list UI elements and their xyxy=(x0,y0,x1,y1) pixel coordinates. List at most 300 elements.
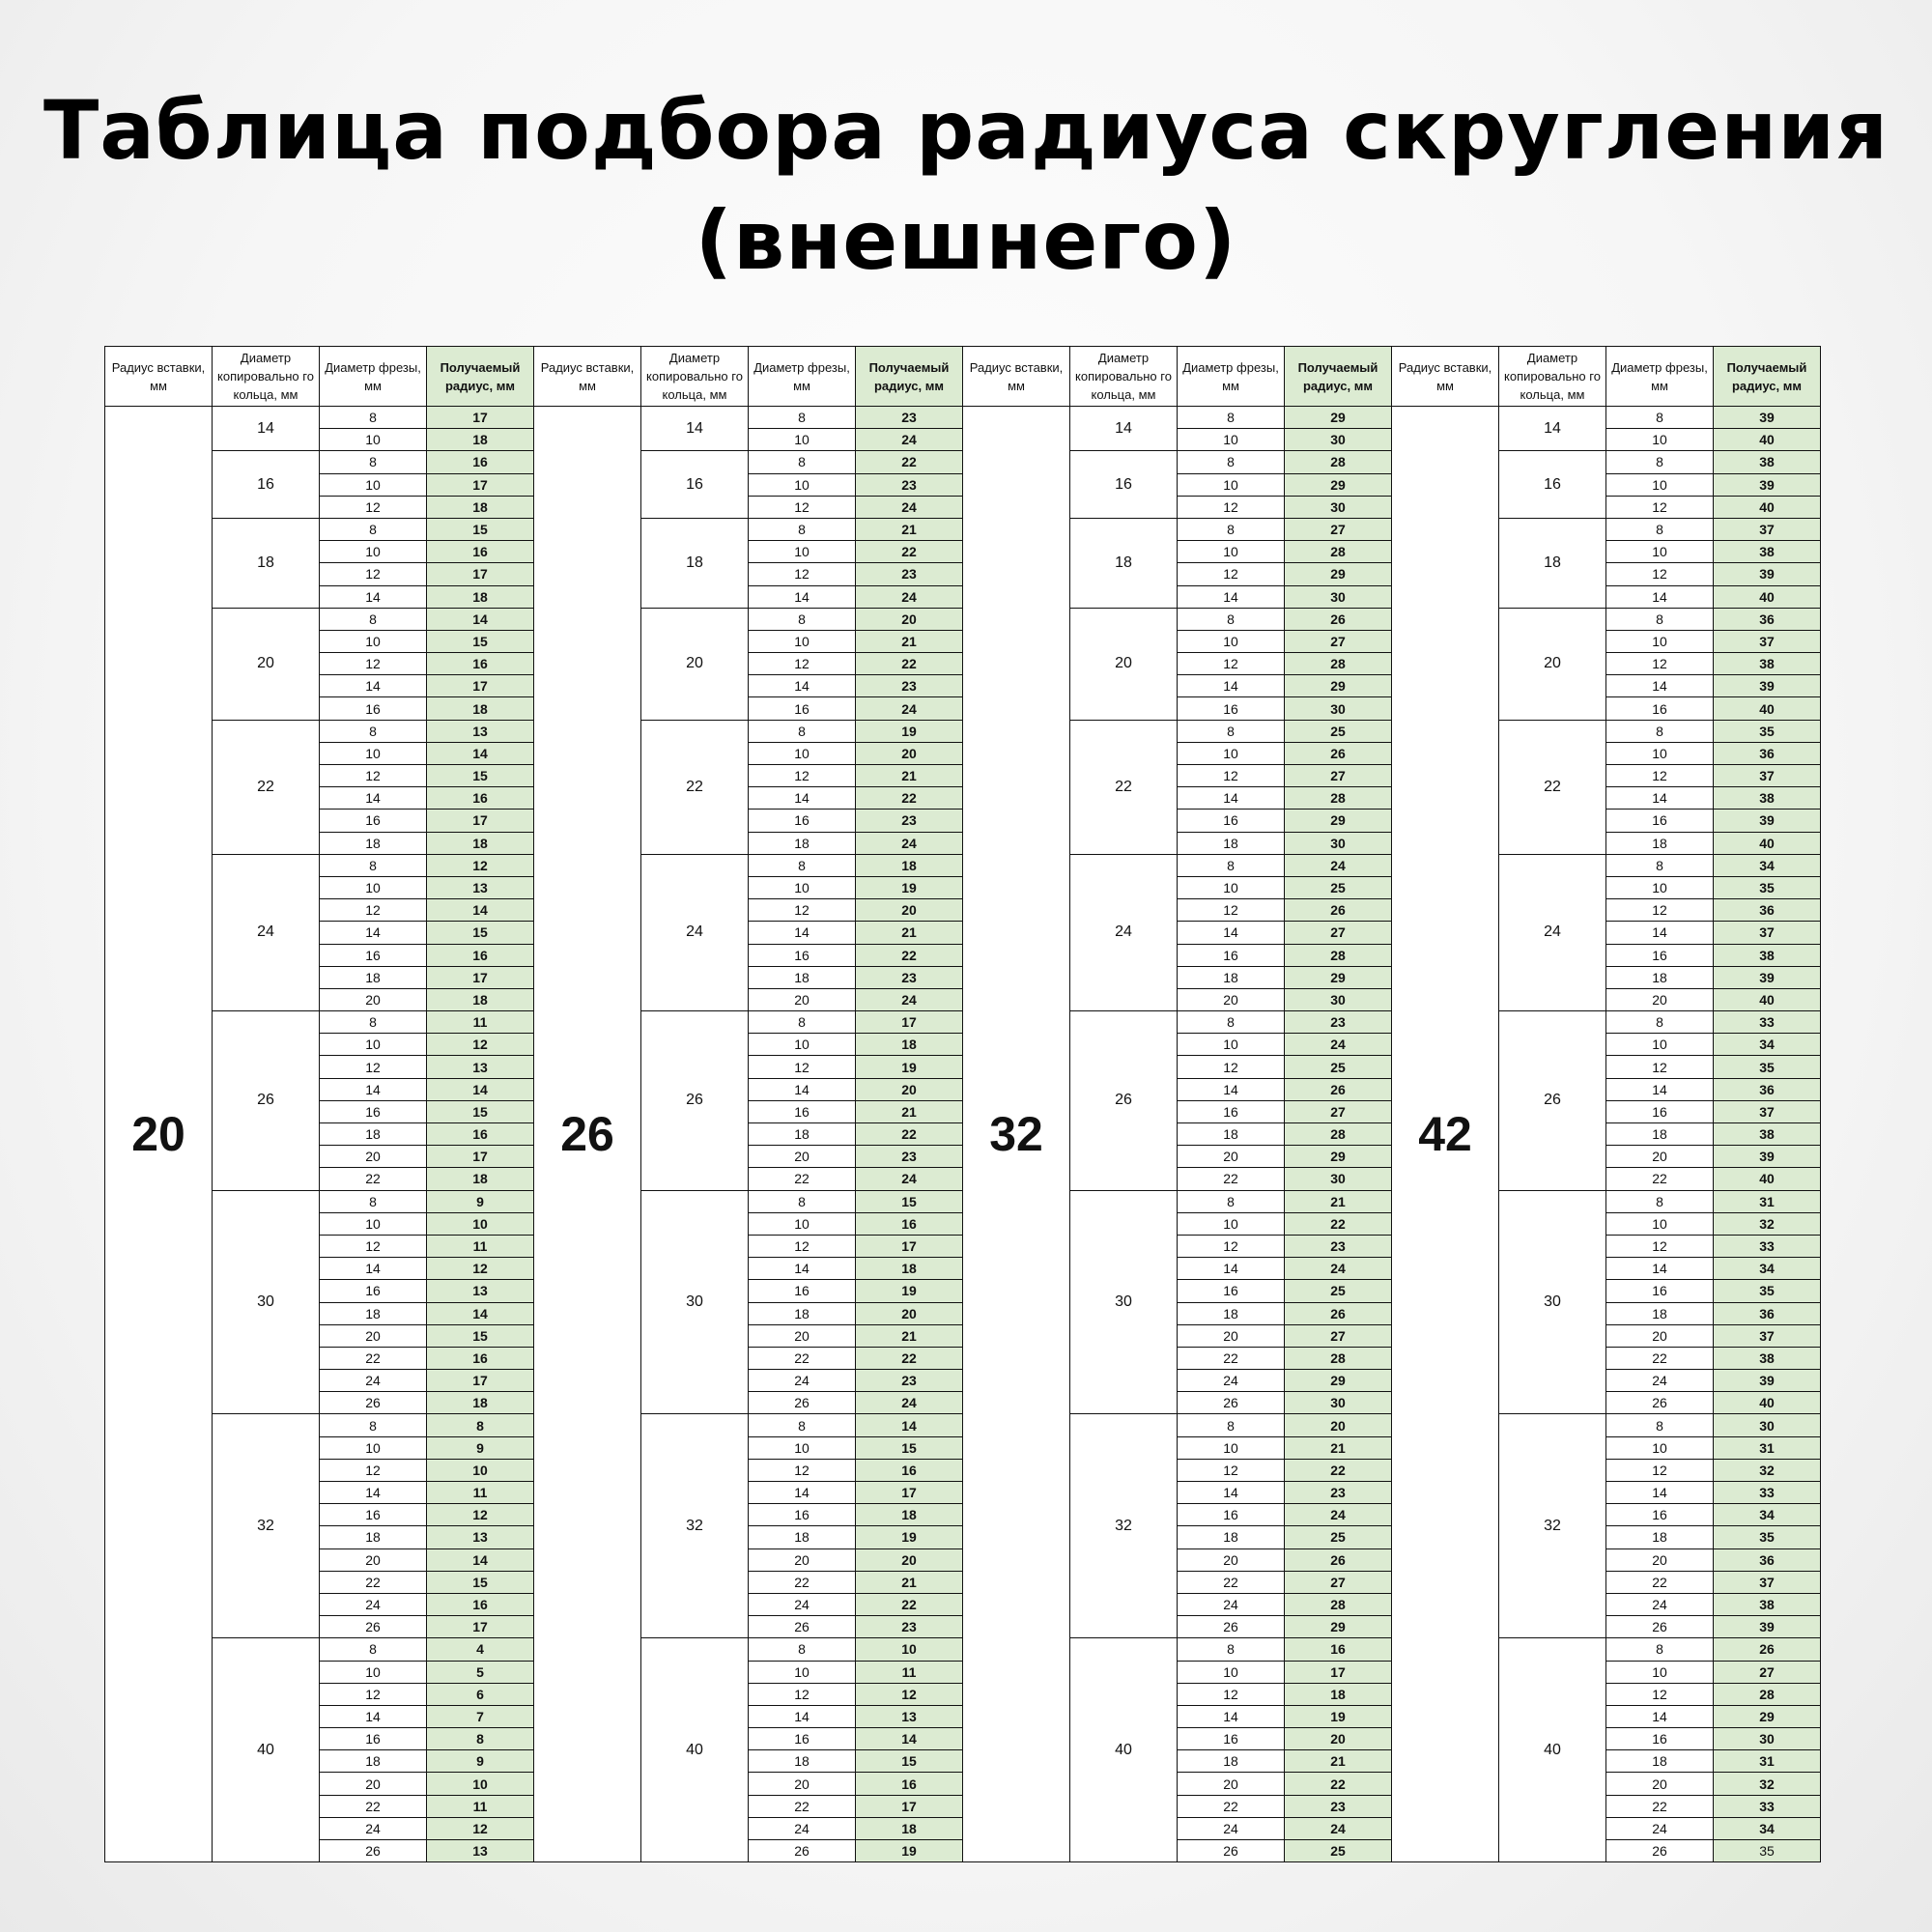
title-line-1: Таблица подбора радиуса скругления xyxy=(43,83,1889,178)
cutter-diameter-cell: 12 xyxy=(320,653,427,675)
result-radius-cell: 21 xyxy=(1285,1436,1392,1459)
cutter-diameter-cell: 24 xyxy=(320,1817,427,1839)
result-radius-cell: 24 xyxy=(1285,1817,1392,1839)
result-radius-cell: 37 xyxy=(1714,630,1821,652)
cutter-diameter-cell: 22 xyxy=(1178,1168,1285,1190)
cutter-diameter-cell: 22 xyxy=(1606,1571,1714,1593)
ring-diameter-cell: 40 xyxy=(213,1638,320,1862)
cutter-diameter-cell: 16 xyxy=(320,1728,427,1750)
cutter-diameter-cell: 8 xyxy=(749,1638,856,1661)
result-radius-cell: 29 xyxy=(1285,407,1392,429)
result-radius-cell: 21 xyxy=(856,1324,963,1347)
result-radius-cell: 18 xyxy=(1285,1683,1392,1705)
result-radius-cell: 29 xyxy=(1285,1146,1392,1168)
cutter-diameter-cell: 20 xyxy=(1606,1324,1714,1347)
cutter-diameter-cell: 26 xyxy=(1606,1392,1714,1414)
cutter-diameter-cell: 8 xyxy=(1178,1190,1285,1212)
result-radius-cell: 36 xyxy=(1714,1078,1821,1100)
cutter-diameter-cell: 26 xyxy=(1178,1840,1285,1862)
result-radius-cell: 30 xyxy=(1285,496,1392,518)
cutter-diameter-cell: 10 xyxy=(1178,876,1285,898)
result-radius-cell: 14 xyxy=(856,1728,963,1750)
cutter-diameter-cell: 14 xyxy=(320,1258,427,1280)
result-radius-cell: 20 xyxy=(1285,1414,1392,1436)
cutter-diameter-cell: 24 xyxy=(1178,1817,1285,1839)
result-radius-cell: 13 xyxy=(427,1056,534,1078)
cutter-diameter-cell: 18 xyxy=(320,1123,427,1146)
ring-diameter-cell: 16 xyxy=(641,451,749,519)
result-radius-cell: 19 xyxy=(856,720,963,742)
cutter-diameter-cell: 12 xyxy=(749,765,856,787)
ring-diameter-cell: 24 xyxy=(1070,854,1178,1010)
result-radius-cell: 39 xyxy=(1714,407,1821,429)
cutter-diameter-cell: 22 xyxy=(320,1347,427,1369)
cutter-diameter-cell: 12 xyxy=(320,1056,427,1078)
result-radius-cell: 22 xyxy=(856,1593,963,1615)
result-radius-cell: 14 xyxy=(856,1414,963,1436)
ring-diameter-cell: 26 xyxy=(213,1011,320,1191)
cutter-diameter-cell: 14 xyxy=(749,787,856,810)
cutter-diameter-cell: 16 xyxy=(1606,1504,1714,1526)
cutter-diameter-cell: 18 xyxy=(320,1750,427,1773)
result-radius-cell: 13 xyxy=(427,1280,534,1302)
cutter-diameter-cell: 8 xyxy=(320,720,427,742)
result-radius-cell: 33 xyxy=(1714,1795,1821,1817)
cutter-diameter-cell: 8 xyxy=(1606,720,1714,742)
ring-diameter-cell: 30 xyxy=(1070,1190,1178,1414)
cutter-diameter-cell: 12 xyxy=(749,653,856,675)
result-radius-cell: 38 xyxy=(1714,787,1821,810)
cutter-diameter-cell: 14 xyxy=(1178,1705,1285,1727)
cutter-diameter-cell: 18 xyxy=(1606,1526,1714,1548)
ring-diameter-cell: 18 xyxy=(1070,518,1178,608)
result-radius-cell: 23 xyxy=(1285,1011,1392,1034)
cutter-diameter-cell: 8 xyxy=(1178,720,1285,742)
cutter-diameter-cell: 26 xyxy=(1178,1616,1285,1638)
cutter-diameter-cell: 12 xyxy=(1178,653,1285,675)
result-radius-cell: 20 xyxy=(856,1078,963,1100)
cutter-diameter-cell: 8 xyxy=(320,1011,427,1034)
cutter-diameter-cell: 20 xyxy=(749,1324,856,1347)
ring-diameter-cell: 30 xyxy=(1499,1190,1606,1414)
cutter-diameter-cell: 10 xyxy=(749,1436,856,1459)
cutter-diameter-cell: 14 xyxy=(749,1705,856,1727)
result-radius-cell: 17 xyxy=(427,1616,534,1638)
result-radius-cell: 18 xyxy=(427,697,534,720)
result-radius-cell: 14 xyxy=(427,899,534,922)
result-radius-cell: 15 xyxy=(427,922,534,944)
ring-diameter-cell: 30 xyxy=(641,1190,749,1414)
cutter-diameter-cell: 14 xyxy=(1606,1705,1714,1727)
cutter-diameter-cell: 14 xyxy=(1178,1078,1285,1100)
result-radius-cell: 19 xyxy=(856,1840,963,1862)
cutter-diameter-cell: 14 xyxy=(749,1258,856,1280)
cutter-diameter-cell: 16 xyxy=(1178,1100,1285,1122)
result-radius-cell: 11 xyxy=(856,1661,963,1683)
result-radius-cell: 36 xyxy=(1714,1302,1821,1324)
result-radius-cell: 14 xyxy=(427,1078,534,1100)
result-radius-cell: 18 xyxy=(427,1168,534,1190)
cutter-diameter-cell: 8 xyxy=(320,1190,427,1212)
cutter-diameter-cell: 8 xyxy=(1178,407,1285,429)
cutter-diameter-cell: 20 xyxy=(1178,1773,1285,1795)
header-result-radius: Получаемый радиус, мм xyxy=(1714,347,1821,407)
cutter-diameter-cell: 14 xyxy=(1606,1258,1714,1280)
result-radius-cell: 26 xyxy=(1285,1302,1392,1324)
result-radius-cell: 40 xyxy=(1714,429,1821,451)
result-radius-cell: 16 xyxy=(856,1459,963,1481)
result-radius-cell: 39 xyxy=(1714,966,1821,988)
result-radius-cell: 20 xyxy=(856,1548,963,1571)
result-radius-cell: 18 xyxy=(856,1504,963,1526)
result-radius-cell: 24 xyxy=(856,585,963,608)
cutter-diameter-cell: 22 xyxy=(1178,1571,1285,1593)
result-radius-cell: 26 xyxy=(1285,608,1392,630)
cutter-diameter-cell: 14 xyxy=(749,675,856,697)
result-radius-cell: 40 xyxy=(1714,832,1821,854)
result-radius-cell: 18 xyxy=(856,1258,963,1280)
result-radius-cell: 20 xyxy=(856,608,963,630)
result-radius-cell: 30 xyxy=(1714,1414,1821,1436)
header-ring-diameter: Диаметр копировально го кольца, мм xyxy=(1499,347,1606,407)
cutter-diameter-cell: 16 xyxy=(749,1728,856,1750)
result-radius-cell: 18 xyxy=(427,988,534,1010)
cutter-diameter-cell: 10 xyxy=(1606,1212,1714,1235)
result-radius-cell: 30 xyxy=(1285,697,1392,720)
result-radius-cell: 40 xyxy=(1714,697,1821,720)
result-radius-cell: 23 xyxy=(856,473,963,496)
result-radius-cell: 31 xyxy=(1714,1190,1821,1212)
result-radius-cell: 19 xyxy=(856,876,963,898)
result-radius-cell: 17 xyxy=(856,1795,963,1817)
result-radius-cell: 23 xyxy=(1285,1235,1392,1257)
result-radius-cell: 24 xyxy=(856,697,963,720)
cutter-diameter-cell: 14 xyxy=(749,1482,856,1504)
result-radius-cell: 18 xyxy=(856,1817,963,1839)
cutter-diameter-cell: 8 xyxy=(749,1011,856,1034)
cutter-diameter-cell: 18 xyxy=(1178,1750,1285,1773)
cutter-diameter-cell: 8 xyxy=(1178,1414,1285,1436)
cutter-diameter-cell: 24 xyxy=(1178,1370,1285,1392)
result-radius-cell: 14 xyxy=(427,1548,534,1571)
cutter-diameter-cell: 18 xyxy=(749,1750,856,1773)
cutter-diameter-cell: 18 xyxy=(1178,1302,1285,1324)
result-radius-cell: 29 xyxy=(1285,473,1392,496)
result-radius-cell: 7 xyxy=(427,1705,534,1727)
result-radius-cell: 9 xyxy=(427,1190,534,1212)
cutter-diameter-cell: 12 xyxy=(749,899,856,922)
cutter-diameter-cell: 10 xyxy=(1606,1661,1714,1683)
cutter-diameter-cell: 8 xyxy=(1178,854,1285,876)
cutter-diameter-cell: 8 xyxy=(749,1414,856,1436)
cutter-diameter-cell: 12 xyxy=(749,1056,856,1078)
result-radius-cell: 16 xyxy=(427,451,534,473)
cutter-diameter-cell: 26 xyxy=(320,1616,427,1638)
cutter-diameter-cell: 16 xyxy=(320,697,427,720)
result-radius-cell: 12 xyxy=(427,1034,534,1056)
result-radius-cell: 19 xyxy=(856,1056,963,1078)
cutter-diameter-cell: 10 xyxy=(1178,1212,1285,1235)
result-radius-cell: 31 xyxy=(1714,1436,1821,1459)
header-ring-diameter: Диаметр копировально го кольца, мм xyxy=(641,347,749,407)
cutter-diameter-cell: 8 xyxy=(1178,1011,1285,1034)
cutter-diameter-cell: 18 xyxy=(320,966,427,988)
cutter-diameter-cell: 10 xyxy=(1178,1436,1285,1459)
result-radius-cell: 34 xyxy=(1714,854,1821,876)
result-radius-cell: 21 xyxy=(856,518,963,540)
cutter-diameter-cell: 16 xyxy=(320,944,427,966)
cutter-diameter-cell: 20 xyxy=(320,1548,427,1571)
cutter-diameter-cell: 24 xyxy=(749,1370,856,1392)
result-radius-cell: 28 xyxy=(1285,541,1392,563)
result-radius-cell: 16 xyxy=(427,653,534,675)
cutter-diameter-cell: 26 xyxy=(320,1840,427,1862)
cutter-diameter-cell: 8 xyxy=(320,1414,427,1436)
cutter-diameter-cell: 14 xyxy=(1178,1482,1285,1504)
cutter-diameter-cell: 22 xyxy=(320,1168,427,1190)
result-radius-cell: 9 xyxy=(427,1750,534,1773)
cutter-diameter-cell: 10 xyxy=(1178,1661,1285,1683)
result-radius-cell: 6 xyxy=(427,1683,534,1705)
result-radius-cell: 8 xyxy=(427,1728,534,1750)
cutter-diameter-cell: 14 xyxy=(1606,787,1714,810)
cutter-diameter-cell: 10 xyxy=(320,429,427,451)
cutter-diameter-cell: 22 xyxy=(749,1795,856,1817)
cutter-diameter-cell: 8 xyxy=(749,518,856,540)
cutter-diameter-cell: 20 xyxy=(1606,1146,1714,1168)
result-radius-cell: 27 xyxy=(1285,518,1392,540)
cutter-diameter-cell: 8 xyxy=(749,854,856,876)
cutter-diameter-cell: 10 xyxy=(1178,541,1285,563)
ring-diameter-cell: 18 xyxy=(213,518,320,608)
ring-diameter-cell: 24 xyxy=(1499,854,1606,1010)
cutter-diameter-cell: 12 xyxy=(1606,496,1714,518)
cutter-diameter-cell: 10 xyxy=(320,1661,427,1683)
ring-diameter-cell: 26 xyxy=(641,1011,749,1191)
result-radius-cell: 18 xyxy=(427,496,534,518)
ring-diameter-cell: 14 xyxy=(213,407,320,451)
ring-diameter-cell: 24 xyxy=(213,854,320,1010)
cutter-diameter-cell: 10 xyxy=(1178,630,1285,652)
cutter-diameter-cell: 18 xyxy=(749,1123,856,1146)
result-radius-cell: 34 xyxy=(1714,1504,1821,1526)
header-row xyxy=(105,347,1821,407)
result-radius-cell: 26 xyxy=(1285,742,1392,764)
cutter-diameter-cell: 24 xyxy=(320,1370,427,1392)
cutter-diameter-cell: 8 xyxy=(320,1638,427,1661)
cutter-diameter-cell: 12 xyxy=(749,1459,856,1481)
cutter-diameter-cell: 10 xyxy=(1606,473,1714,496)
cutter-diameter-cell: 8 xyxy=(749,720,856,742)
cutter-diameter-cell: 20 xyxy=(1606,1773,1714,1795)
cutter-diameter-cell: 12 xyxy=(749,563,856,585)
cutter-diameter-cell: 14 xyxy=(749,1078,856,1100)
cutter-diameter-cell: 12 xyxy=(320,1235,427,1257)
result-radius-cell: 26 xyxy=(1285,899,1392,922)
cutter-diameter-cell: 10 xyxy=(749,1661,856,1683)
result-radius-cell: 19 xyxy=(856,1280,963,1302)
cutter-diameter-cell: 26 xyxy=(1178,1392,1285,1414)
ring-diameter-cell: 22 xyxy=(1499,720,1606,854)
result-radius-cell: 4 xyxy=(427,1638,534,1661)
result-radius-cell: 26 xyxy=(1285,1548,1392,1571)
result-radius-cell: 39 xyxy=(1714,1370,1821,1392)
result-radius-cell: 13 xyxy=(427,1840,534,1862)
cutter-diameter-cell: 10 xyxy=(749,541,856,563)
result-radius-cell: 29 xyxy=(1285,966,1392,988)
result-radius-cell: 17 xyxy=(427,1370,534,1392)
cutter-diameter-cell: 12 xyxy=(1178,1459,1285,1481)
result-radius-cell: 17 xyxy=(427,563,534,585)
result-radius-cell: 26 xyxy=(1285,1078,1392,1100)
cutter-diameter-cell: 20 xyxy=(320,988,427,1010)
result-radius-cell: 23 xyxy=(856,675,963,697)
cutter-diameter-cell: 10 xyxy=(749,1212,856,1235)
result-radius-cell: 29 xyxy=(1285,675,1392,697)
cutter-diameter-cell: 16 xyxy=(749,1504,856,1526)
result-radius-cell: 28 xyxy=(1714,1683,1821,1705)
result-radius-cell: 35 xyxy=(1714,720,1821,742)
cutter-diameter-cell: 14 xyxy=(1606,1482,1714,1504)
result-radius-cell: 23 xyxy=(856,407,963,429)
result-radius-cell: 24 xyxy=(1285,854,1392,876)
result-radius-cell: 16 xyxy=(856,1773,963,1795)
cutter-diameter-cell: 10 xyxy=(320,1212,427,1235)
result-radius-cell: 16 xyxy=(427,541,534,563)
result-radius-cell: 27 xyxy=(1285,765,1392,787)
result-radius-cell: 38 xyxy=(1714,1347,1821,1369)
header-insert-radius: Радиус вставки, мм xyxy=(105,347,213,407)
cutter-diameter-cell: 8 xyxy=(1178,451,1285,473)
result-radius-cell: 23 xyxy=(856,1370,963,1392)
cutter-diameter-cell: 14 xyxy=(320,1078,427,1100)
result-radius-cell: 15 xyxy=(427,518,534,540)
ring-diameter-cell: 18 xyxy=(1499,518,1606,608)
cutter-diameter-cell: 26 xyxy=(749,1392,856,1414)
cutter-diameter-cell: 26 xyxy=(749,1616,856,1638)
table-row xyxy=(105,407,1821,429)
result-radius-cell: 11 xyxy=(427,1235,534,1257)
cutter-diameter-cell: 8 xyxy=(320,608,427,630)
result-radius-cell: 14 xyxy=(427,1302,534,1324)
cutter-diameter-cell: 10 xyxy=(320,1034,427,1056)
result-radius-cell: 32 xyxy=(1714,1773,1821,1795)
result-radius-cell: 19 xyxy=(856,1526,963,1548)
cutter-diameter-cell: 22 xyxy=(749,1347,856,1369)
cutter-diameter-cell: 14 xyxy=(1606,922,1714,944)
result-radius-cell: 28 xyxy=(1285,451,1392,473)
insert-radius-cell: 32 xyxy=(963,407,1070,1862)
result-radius-cell: 37 xyxy=(1714,765,1821,787)
result-radius-cell: 19 xyxy=(1285,1705,1392,1727)
result-radius-cell: 17 xyxy=(427,675,534,697)
cutter-diameter-cell: 16 xyxy=(1606,1100,1714,1122)
result-radius-cell: 18 xyxy=(856,1034,963,1056)
result-radius-cell: 39 xyxy=(1714,1616,1821,1638)
result-radius-cell: 17 xyxy=(427,407,534,429)
cutter-diameter-cell: 10 xyxy=(749,1034,856,1056)
cutter-diameter-cell: 12 xyxy=(1178,1683,1285,1705)
result-radius-cell: 16 xyxy=(427,1123,534,1146)
ring-diameter-cell: 26 xyxy=(1499,1011,1606,1191)
result-radius-cell: 16 xyxy=(427,1347,534,1369)
cutter-diameter-cell: 14 xyxy=(1178,922,1285,944)
result-radius-cell: 23 xyxy=(856,1146,963,1168)
cutter-diameter-cell: 22 xyxy=(1606,1168,1714,1190)
cutter-diameter-cell: 10 xyxy=(1606,429,1714,451)
cutter-diameter-cell: 8 xyxy=(320,451,427,473)
result-radius-cell: 17 xyxy=(856,1011,963,1034)
result-radius-cell: 17 xyxy=(427,473,534,496)
result-radius-cell: 24 xyxy=(856,1392,963,1414)
cutter-diameter-cell: 10 xyxy=(1178,742,1285,764)
result-radius-cell: 13 xyxy=(427,1526,534,1548)
cutter-diameter-cell: 16 xyxy=(1606,1280,1714,1302)
result-radius-cell: 23 xyxy=(856,810,963,832)
cutter-diameter-cell: 16 xyxy=(320,1100,427,1122)
result-radius-cell: 21 xyxy=(856,765,963,787)
cutter-diameter-cell: 12 xyxy=(1178,899,1285,922)
header-insert-radius: Радиус вставки, мм xyxy=(1392,347,1499,407)
cutter-diameter-cell: 14 xyxy=(320,1482,427,1504)
result-radius-cell: 37 xyxy=(1714,518,1821,540)
cutter-diameter-cell: 18 xyxy=(1178,966,1285,988)
result-radius-cell: 9 xyxy=(427,1436,534,1459)
result-radius-cell: 28 xyxy=(1285,1123,1392,1146)
result-radius-cell: 35 xyxy=(1714,876,1821,898)
cutter-diameter-cell: 14 xyxy=(1178,787,1285,810)
cutter-diameter-cell: 24 xyxy=(1606,1593,1714,1615)
result-radius-cell: 34 xyxy=(1714,1258,1821,1280)
cutter-diameter-cell: 24 xyxy=(320,1593,427,1615)
cutter-diameter-cell: 10 xyxy=(320,1436,427,1459)
cutter-diameter-cell: 12 xyxy=(749,1235,856,1257)
header-cutter-diameter: Диаметр фрезы, мм xyxy=(749,347,856,407)
result-radius-cell: 24 xyxy=(856,832,963,854)
result-radius-cell: 17 xyxy=(856,1235,963,1257)
cutter-diameter-cell: 10 xyxy=(749,473,856,496)
result-radius-cell: 20 xyxy=(856,899,963,922)
ring-diameter-cell: 32 xyxy=(641,1414,749,1638)
result-radius-cell: 21 xyxy=(856,1100,963,1122)
cutter-diameter-cell: 10 xyxy=(320,876,427,898)
result-radius-cell: 27 xyxy=(1285,922,1392,944)
cutter-diameter-cell: 14 xyxy=(749,922,856,944)
cutter-diameter-cell: 10 xyxy=(1606,876,1714,898)
result-radius-cell: 16 xyxy=(1285,1638,1392,1661)
radius-table-container xyxy=(104,346,1821,1862)
cutter-diameter-cell: 14 xyxy=(1606,585,1714,608)
header-cutter-diameter: Диаметр фрезы, мм xyxy=(320,347,427,407)
cutter-diameter-cell: 10 xyxy=(749,630,856,652)
result-radius-cell: 11 xyxy=(427,1011,534,1034)
ring-diameter-cell: 22 xyxy=(213,720,320,854)
result-radius-cell: 27 xyxy=(1714,1661,1821,1683)
result-radius-cell: 22 xyxy=(856,1123,963,1146)
cutter-diameter-cell: 26 xyxy=(320,1392,427,1414)
cutter-diameter-cell: 12 xyxy=(1606,563,1714,585)
cutter-diameter-cell: 16 xyxy=(749,1280,856,1302)
cutter-diameter-cell: 22 xyxy=(1178,1795,1285,1817)
result-radius-cell: 22 xyxy=(856,787,963,810)
result-radius-cell: 10 xyxy=(856,1638,963,1661)
result-radius-cell: 31 xyxy=(1714,1750,1821,1773)
header-insert-radius: Радиус вставки, мм xyxy=(963,347,1070,407)
result-radius-cell: 22 xyxy=(1285,1212,1392,1235)
cutter-diameter-cell: 8 xyxy=(320,407,427,429)
cutter-diameter-cell: 18 xyxy=(1606,966,1714,988)
cutter-diameter-cell: 12 xyxy=(1606,653,1714,675)
